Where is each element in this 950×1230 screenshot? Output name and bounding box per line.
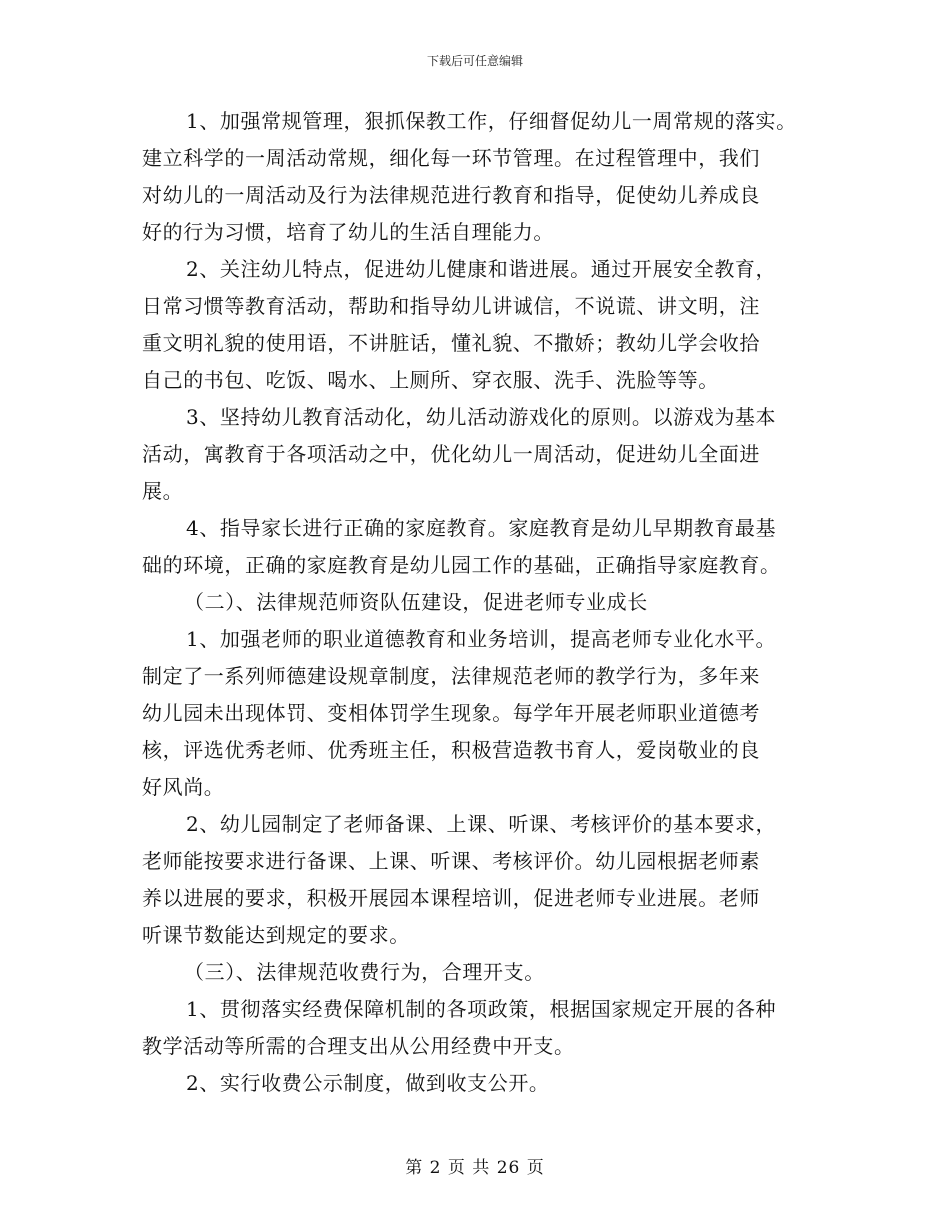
paragraph-line: 核，评选优秀老师、优秀班主任，积极营造教书育人，爱岗敬业的良 xyxy=(142,738,760,762)
section-heading: （二）、法律规范师资队伍建设，促进老师专业成长 xyxy=(184,590,648,614)
paragraph-line: 对幼儿的一周活动及行为法律规范进行教育和指导，促使幼儿养成良 xyxy=(142,183,760,207)
paragraph-line: 展。 xyxy=(142,479,184,503)
paragraph-line: 幼儿园未出现体罚、变相体罚学生现象。每学年开展老师职业道德考 xyxy=(142,701,760,725)
paragraph-line: 好风尚。 xyxy=(142,775,225,799)
paragraph-line: 日常习惯等教育活动，帮助和指导幼儿讲诚信，不说谎、讲文明，注 xyxy=(142,294,760,318)
paragraph-line: 础的环境，正确的家庭教育是幼儿园工作的基础，正确指导家庭教育。 xyxy=(142,553,781,577)
page-header: 下载后可任意编辑 xyxy=(426,54,523,68)
paragraph-line: 活动，寓教育于各项活动之中，优化幼儿一周活动，促进幼儿全面进 xyxy=(142,442,760,466)
paragraph-line: 好的行为习惯，培育了幼儿的生活自理能力。 xyxy=(142,220,554,244)
paragraph-line: 教学活动等所需的合理支出从公用经费中开支。 xyxy=(142,1034,575,1058)
paragraph-line: 2、关注幼儿特点，促进幼儿健康和谐进展。通过开展安全教育， xyxy=(186,257,777,281)
paragraph-line: 1、贯彻落实经费保障机制的各项政策，根据国家规定开展的各种 xyxy=(186,997,777,1021)
paragraph-line: 养以进展的要求，积极开展园本课程培训，促进老师专业进展。老师 xyxy=(142,886,760,910)
paragraph-line: 建立科学的一周活动常规，细化每一环节管理。在过程管理中，我们 xyxy=(142,146,760,170)
paragraph-line: 4、指导家长进行正确的家庭教育。家庭教育是幼儿早期教育最基 xyxy=(186,516,777,540)
section-heading: （三）、法律规范收费行为，合理开支。 xyxy=(184,960,545,984)
paragraph-line: 重文明礼貌的使用语，不讲脏话，懂礼貌、不撒娇；教幼儿学会收拾 xyxy=(142,331,760,355)
paragraph-line: 听课节数能达到规定的要求。 xyxy=(142,923,410,947)
page-number: 第 2 页 共 26 页 xyxy=(405,1158,545,1178)
paragraph-line: 老师能按要求进行备课、上课、听课、考核评价。幼儿园根据老师素 xyxy=(142,849,760,873)
paragraph-line: 2、实行收费公示制度，做到收支公开。 xyxy=(186,1071,550,1095)
paragraph-line: 自己的书包、吃饭、喝水、上厕所、穿衣服、洗手、洗脸等等。 xyxy=(142,368,719,392)
paragraph-line: 3、坚持幼儿教育活动化，幼儿活动游戏化的原则。以游戏为基本 xyxy=(186,405,777,429)
document-body xyxy=(142,103,822,1102)
paragraph-line: 制定了一系列师德建设规章制度，法律规范老师的教学行为，多年来 xyxy=(142,664,760,688)
paragraph-line: 1、加强老师的职业道德教育和业务培训，提高老师专业化水平。 xyxy=(186,627,777,651)
paragraph-line: 1、加强常规管理，狠抓保教工作，仔细督促幼儿一周常规的落实。 xyxy=(186,109,797,133)
paragraph-line: 2、幼儿园制定了老师备课、上课、听课、考核评价的基本要求， xyxy=(186,812,777,836)
